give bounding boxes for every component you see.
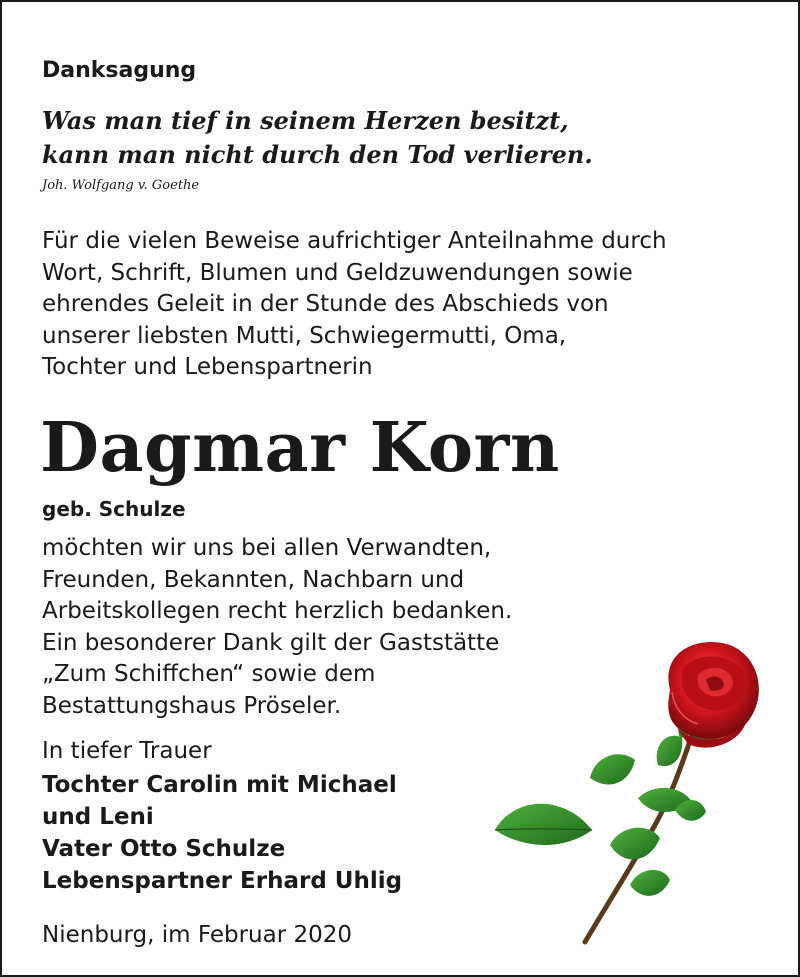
quote-line: kann man nicht durch den Tod verlieren.: [42, 140, 593, 169]
text-line: Bestattungshaus Pröseler.: [42, 692, 342, 719]
mourner-line: Tochter Carolin mit Michael: [42, 772, 397, 798]
mourner-line: Vater Otto Schulze: [42, 836, 286, 862]
mourning-intro: [42, 736, 212, 768]
text-line: In tiefer Trauer: [42, 738, 212, 764]
birth-name: geb. Schulze: [42, 497, 186, 521]
text-line: möchten wir uns bei allen Verwandten,: [42, 535, 492, 561]
quote-author: Joh. Wolfgang v. Goethe: [42, 178, 200, 193]
mourner-line: Lebenspartner Erhard Uhlig: [42, 868, 403, 894]
goethe-quote: [42, 104, 593, 172]
text-line: Freunden, Bekannten, Nachbarn und: [42, 566, 465, 593]
text-line: Ein besonderer Dank gilt der Gaststätte: [42, 629, 500, 656]
text-line: unserer liebsten Mutti, Schwiegermutti, Oma,: [42, 322, 567, 349]
notice-heading: Danksagung: [42, 58, 197, 83]
thanks-text: [42, 533, 512, 722]
mourners-list: [42, 769, 402, 897]
deceased-name: Dagmar Korn: [40, 408, 560, 488]
text-line: „Zum Schiffchen“ sowie dem: [42, 661, 376, 687]
text-line: ehrendes Geleit in der Stunde des Abschieds von: [42, 291, 609, 317]
quote-line: Was man tief in seinem Herzen besitzt,: [42, 106, 569, 135]
mourner-line: und Leni: [42, 804, 154, 830]
text-line: Wort, Schrift, Blumen und Geldzuwendungen sowie: [42, 259, 633, 286]
gratitude-intro: [42, 226, 667, 384]
place-date: Nienburg, im Februar 2020: [42, 922, 353, 948]
rose-bloom: [668, 642, 759, 748]
text-line: Tochter und Lebenspartnerin: [42, 354, 373, 380]
text-line: Für die vielen Beweise aufrichtiger Anteilnahme durch: [42, 228, 667, 254]
leaves: [495, 736, 706, 896]
text-line: Arbeitskollegen recht herzlich bedanken.: [42, 598, 513, 624]
red-rose-icon: [470, 630, 770, 950]
